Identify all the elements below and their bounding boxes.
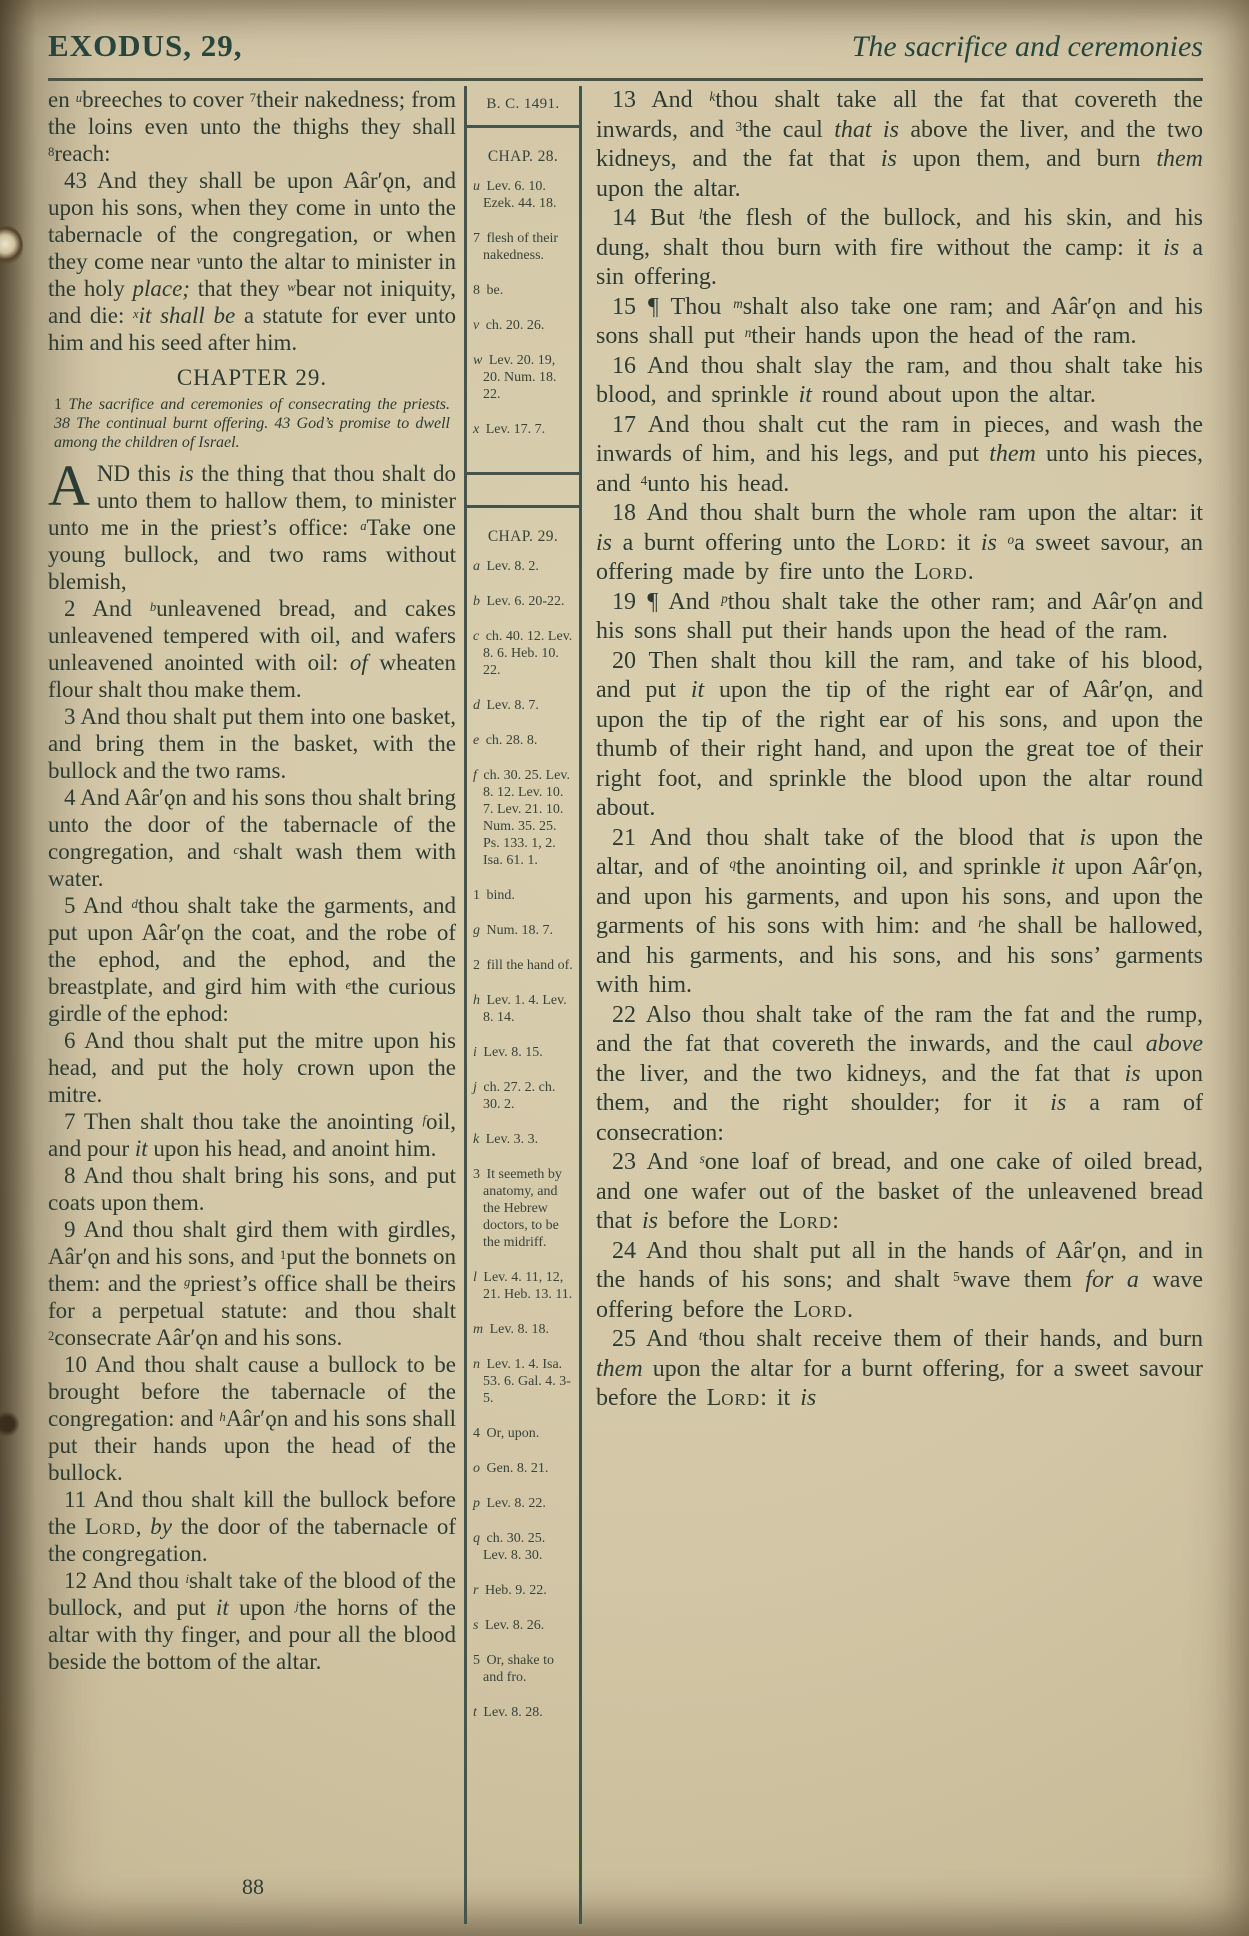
reference-text: Lev. 3. 3.	[482, 1132, 539, 1147]
reference-tag: k	[473, 1132, 480, 1147]
margin-reference	[473, 1460, 573, 1477]
reference-text: Lev. 8. 26.	[481, 1618, 545, 1633]
verse-paragraph: 21 And thou shalt take of the blood that is upon the altar, and of $^q$the anointing oil, and sprinkle it upon Aâr′ǫn, and upon his garments, and upon his sons, and upon the garments of his sons with him: and $^r$he shall be hallowed, and his garments, and his sons, and his sons’ garments with him.	[596, 824, 1203, 998]
margin-reference	[473, 1582, 573, 1599]
reference-tag: m	[473, 1322, 484, 1337]
margin-reference	[473, 1356, 573, 1407]
page-header	[48, 28, 1203, 74]
reference-text: ch. 30. 25. Lev. 8. 12. Lev. 10. 7. Lev. 21. 10. Num. 35. 25. Ps. 133. 1, 2. Isa. 61. 1.	[479, 768, 570, 868]
reference-tag: p	[473, 1496, 480, 1511]
margin-reference	[473, 421, 573, 438]
margin-reference	[473, 1321, 573, 1338]
margin-reference	[473, 992, 573, 1026]
margin-reference	[473, 1044, 573, 1061]
margin-reference	[473, 732, 573, 749]
margin-chapter-heading: CHAP. 29.	[487, 528, 559, 545]
verse-paragraph: 3 And thou shalt put them into one basket, and bring them in the basket, with the bullock and the two rams.	[48, 704, 456, 783]
reference-tag: 3	[473, 1167, 480, 1182]
margin-reference	[473, 922, 573, 939]
margin-references	[467, 148, 579, 1721]
verse-paragraph: 25 And $^t$thou shalt receive them of their hands, and burn them upon the altar for a burnt offering, for a sweet savour before the Lord: it is	[596, 1326, 1203, 1411]
verse-paragraph: 24 And thou shalt put all in the hands of Aâr′ǫn, and in the hands of his sons; and shalt $^5$wave them for a wave offering before the Lord.	[596, 1237, 1204, 1323]
reference-tag: t	[473, 1705, 477, 1720]
reference-tag: e	[473, 733, 480, 748]
reference-tag: 8	[473, 283, 480, 298]
reference-text: be.	[483, 283, 504, 298]
reference-tag: h	[473, 993, 480, 1008]
verse-paragraph: 12 And thou $^i$shalt take of the blood of the bullock, and put it upon $^j$the horns of the altar with thy finger, and pour all the blood beside the bottom of the altar.	[48, 1568, 457, 1674]
reference-text: It seemeth by anatomy, and the Hebrew doctors, to be the midriff.	[483, 1167, 562, 1250]
reference-text: Lev. 8. 28.	[479, 1705, 543, 1720]
reference-tag: c	[473, 629, 480, 644]
margin-reference	[473, 1495, 573, 1512]
margin-reference	[473, 1079, 573, 1113]
paper-blemish	[0, 1410, 19, 1438]
reference-tag: n	[473, 1357, 480, 1372]
margin-reference	[473, 178, 573, 212]
verse-paragraph: 4 And Aâr′ǫn and his sons thou shalt bring unto the door of the tabernacle of the congregation, and $^c$shalt wash them with water.	[48, 785, 456, 891]
margin-reference	[473, 1530, 573, 1564]
reference-tag: v	[473, 318, 480, 333]
chapter-summary: 1 The sacrifice and ceremonies of consecrating the priests. 38 The continual burnt offering. 43 God’s promise to dwell among the children of Israel.	[54, 396, 451, 451]
margin-reference	[473, 628, 573, 679]
header-rule	[48, 78, 1203, 81]
reference-tag: q	[473, 1531, 480, 1546]
reference-tag: s	[473, 1618, 479, 1633]
reference-text: Num. 18. 7.	[483, 923, 553, 938]
verse-paragraph: 9 And thou shalt gird them with girdles, Aâr′ǫn and his sons, and $^1$put the bonnets on them: and the $^g$priest’s office shall be theirs for a perpetual statute: and thou shalt $^2$consecrate Aâr′ǫn and his sons.	[48, 1217, 456, 1350]
reference-text: ch. 30. 25. Lev. 8. 30.	[483, 1531, 546, 1563]
verse-paragraph: 23 And $^s$one loaf of bread, and one cake of oiled bread, and one wafer out of the basket of the unleavened bread that is before the Lord:	[596, 1149, 1203, 1234]
reference-tag: b	[473, 594, 480, 609]
reference-tag: j	[473, 1080, 477, 1095]
reference-text: Or, upon.	[483, 1426, 540, 1441]
margin-reference	[473, 1617, 573, 1634]
section-divider-rule	[467, 505, 579, 508]
right-column	[582, 86, 1203, 1924]
reference-tag: 1	[473, 888, 480, 903]
verse-paragraph: 6 And thou shalt put the mitre upon his head, and put the holy crown upon the mitre.	[48, 1028, 456, 1107]
reference-text: ch. 40. 12. Lev. 8. 6. Heb. 10. 22.	[482, 629, 573, 678]
verse-paragraph: 7 Then shalt thou take the anointing $^f$oil, and pour it upon his head, and anoint him.	[48, 1109, 456, 1161]
verse-paragraph: 17 And thou shalt cut the ram in pieces, and wash the inwards of him, and his legs, and put them unto his pieces, and $^4$unto his head.	[596, 411, 1204, 497]
reference-text: fill the hand of.	[483, 958, 573, 973]
paper-blemish	[0, 226, 23, 266]
verse-paragraph: 16 And thou shalt slay the ram, and thou shalt take his blood, and sprinkle it round about upon the altar.	[596, 352, 1203, 408]
verse-paragraph: 14 But $^l$the flesh of the bullock, and his skin, and his dung, shalt thou burn with fire without the camp: it is a sin offering.	[596, 205, 1204, 290]
margin-reference	[473, 1652, 573, 1686]
left-column	[48, 86, 458, 1924]
verse-paragraph: 20 Then shalt thou kill the ram, and take of his blood, and put it upon the tip of the right ear of Aâr′ǫn, and upon the tip of the right ear of his sons, and upon the thumb of their right hand, and upon the great toe of their right foot, and sprinkle the blood upon the altar round about.	[596, 647, 1203, 821]
reference-tag: r	[473, 1583, 479, 1598]
section-divider-rule	[467, 472, 579, 475]
reference-text: Lev. 6. 20-22.	[483, 594, 565, 609]
reference-text: ch. 27. 2. ch. 30. 2.	[479, 1080, 556, 1112]
reference-text: Or, shake to and fro.	[483, 1653, 554, 1685]
margin-reference	[473, 230, 573, 264]
margin-reference	[473, 1131, 573, 1148]
reference-tag: w	[473, 353, 483, 368]
reference-tag: u	[473, 179, 480, 194]
margin-reference	[473, 1166, 573, 1251]
margin-chapter-heading: CHAP. 28.	[487, 148, 559, 165]
reference-text: Lev. 8. 18.	[486, 1322, 549, 1337]
verse-paragraph: en $^u$breeches to cover $^7$their nakedness; from the loins even unto the thighs they shall $^8$reach:	[48, 87, 456, 166]
reference-text: ch. 28. 8.	[482, 733, 538, 748]
reference-tag: 4	[473, 1426, 480, 1441]
reference-text: Heb. 9. 22.	[481, 1583, 547, 1598]
reference-text: ch. 20. 26.	[482, 318, 545, 333]
reference-tag: o	[473, 1461, 480, 1476]
margin-reference	[473, 1425, 573, 1442]
reference-tag: l	[473, 1270, 477, 1285]
verse-paragraph: 5 And $^d$thou shalt take the garments, and put upon Aâr′ǫn the coat, and the robe of the ephod, and the ephod, and the breastplate, and gird him with $^e$the curious girdle of the ephod:	[48, 893, 456, 1026]
reference-tag: 2	[473, 958, 480, 973]
verse-paragraph: 11 And thou shalt kill the bullock before the Lord, by the door of the tabernacle of the congregation.	[48, 1487, 456, 1566]
chapter-title: CHAPTER 29.	[176, 365, 328, 390]
reference-tag: g	[473, 923, 480, 938]
verse-paragraph: 18 And thou shalt burn the whole ram upon the altar: it is a burnt offering unto the Lord: it is $^o$a sweet savour, an offering made by fire unto the Lord.	[596, 500, 1203, 585]
reference-tag: i	[473, 1045, 477, 1060]
margin-reference	[473, 887, 573, 904]
drop-cap-initial: A	[48, 453, 90, 518]
margin-reference	[473, 317, 573, 334]
running-head-title: The sacrifice and ceremonies	[851, 30, 1203, 63]
margin-reference	[473, 697, 573, 714]
reference-text: Lev. 8. 15.	[479, 1045, 543, 1060]
verse-paragraph: 2 And $^b$unleavened bread, and cakes unleavened tempered with oil, and wafers unleavened anointed with oil: of wheaten flour shalt thou make them.	[48, 596, 456, 702]
reference-text: Lev. 8. 22.	[483, 1496, 546, 1511]
margin-reference	[473, 558, 573, 575]
verse-paragraph: 8 And thou shalt bring his sons, and put coats upon them.	[48, 1163, 456, 1215]
reference-text: Gen. 8. 21.	[483, 1461, 549, 1476]
page-gutter-shadow	[0, 0, 36, 1936]
reference-text: Lev. 6. 10. Ezek. 44. 18.	[483, 179, 557, 211]
verse-paragraph: 13 And $^k$thou shalt take all the fat that covereth the inwards, and $^3$the caul that is above the liver, and the two kidneys, and the fat that is upon them, and burn them upon the altar.	[596, 87, 1204, 202]
margin-reference	[473, 352, 573, 403]
reference-tag: d	[473, 698, 480, 713]
verse-paragraph: AND this is the thing that thou shalt do unto them to hallow them, to minister unto me in the priest’s office: $^a$Take one young bullock, and two rams without blemish,	[48, 453, 456, 594]
margin-reference	[473, 1704, 573, 1721]
margin-reference	[473, 1269, 573, 1303]
reference-text: Lev. 17. 7.	[482, 422, 546, 437]
reference-text: Lev. 8. 2.	[483, 559, 539, 574]
reference-tag: 5	[473, 1653, 480, 1668]
reference-text: Lev. 20. 19, 20. Num. 18. 22.	[483, 353, 557, 402]
margin-reference	[473, 767, 573, 869]
book-chapter-heading: EXODUS, 29,	[48, 28, 243, 63]
verse-paragraph: 10 And thou shalt cause a bullock to be brought before the tabernacle of the congregation: and $^h$Aâr′ǫn and his sons shall put their hands upon the head of the bullock.	[48, 1352, 456, 1485]
reference-text: Lev. 1. 4. Isa. 53. 6. Gal. 4. 3-5.	[483, 1357, 571, 1406]
reference-text: flesh of their nakedness.	[483, 231, 559, 263]
reference-tag: a	[473, 559, 480, 574]
margin-reference	[473, 957, 573, 974]
verse-paragraph: 43 And they shall be upon Aâr′ǫn, and upon his sons, when they come in unto the tabernacle of the congregation, or when they come near $^v$unto the altar to minister in the holy place; that they $^w$bear not iniquity, and die: $^x$it shall be a statute for ever unto him and his seed after him.	[48, 168, 456, 355]
verse-paragraph: 22 Also thou shalt take of the ram the fat and the rump, and the fat that covereth the inwards, and the caul above the liver, and the two kidneys, and the fat that is upon them, and the right shoulder; for it is a ram of consecration:	[596, 1001, 1204, 1146]
margin-reference	[473, 593, 573, 610]
reference-text: Lev. 8. 7.	[483, 698, 539, 713]
margin-reference	[473, 282, 573, 299]
center-column	[464, 86, 582, 1924]
page-number: 88	[242, 1874, 264, 1899]
verse-paragraph: 19 ¶ And $^p$thou shalt take the other ram; and Aâr′ǫn and his sons shall put their hands upon the head of the ram.	[596, 588, 1203, 644]
reference-text: Lev. 1. 4. Lev. 8. 14.	[483, 993, 567, 1025]
reference-tag: x	[473, 422, 480, 437]
date-annotation: B. C. 1491.	[467, 86, 579, 128]
text-columns	[48, 86, 1203, 1924]
verse-paragraph: 15 ¶ Thou $^m$shalt also take one ram; and Aâr′ǫn and his sons shall put $^n$their hands upon the head of the ram.	[596, 293, 1204, 349]
reference-tag: 7	[473, 231, 480, 246]
reference-text: bind.	[483, 888, 515, 903]
reference-text: Lev. 4. 11, 12, 21. Heb. 13. 11.	[479, 1270, 573, 1302]
reference-tag: f	[473, 768, 477, 783]
